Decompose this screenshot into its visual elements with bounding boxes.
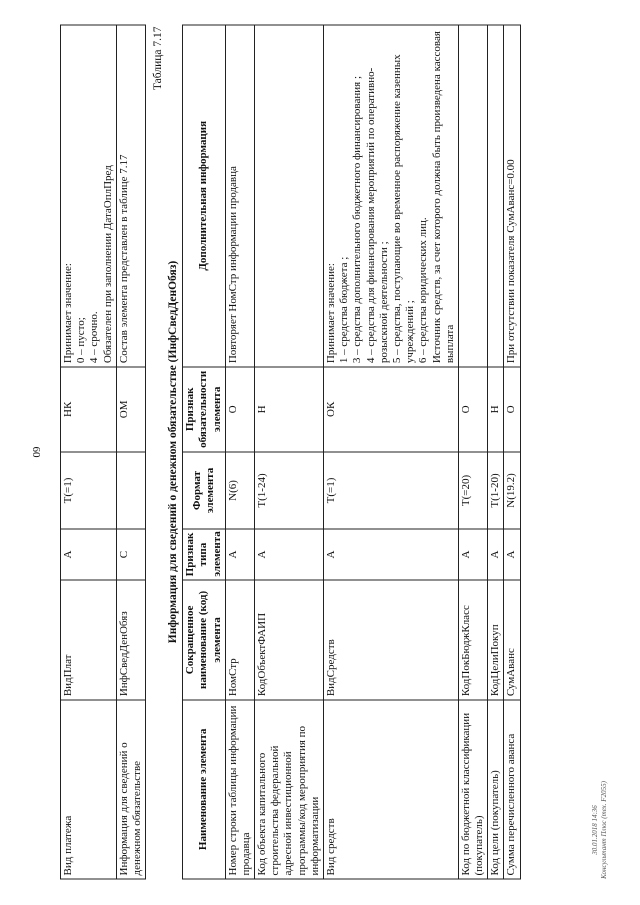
cell-info (116, 25, 145, 367)
cell-info (255, 25, 324, 367)
cell-short: ИнфСведДенОбяз (116, 580, 145, 700)
cell-short: КодОбъектФАИП (255, 580, 324, 700)
table-row (255, 25, 324, 879)
header-name: Наименование элемента (183, 700, 226, 879)
cell-short: НомСтр (225, 580, 254, 700)
cell-short: СумАванс (504, 580, 520, 700)
cell-type: А (488, 529, 504, 580)
cell-required: О (225, 367, 254, 452)
cell-name: Вид платежа (61, 700, 117, 879)
info-line: 4 – срочно. (88, 311, 101, 364)
cell-type: А (324, 529, 459, 580)
header-required: Признак обязательности элемента (183, 367, 226, 452)
info-line: Состав элемента представлен в таблице 7.17 (117, 154, 130, 364)
cell-type: А (255, 529, 324, 580)
cell-name: Информация для сведений о денежном обязательстве (116, 700, 145, 879)
cell-name: Код цели (покупатель) (488, 700, 504, 879)
cell-type: С (116, 529, 145, 580)
cell-required: ОК (324, 367, 459, 452)
cell-required: Н (488, 367, 504, 452)
header-type: Признак типа элемента (183, 529, 226, 580)
cell-info (458, 25, 487, 367)
info-line: Повторяет НомСтр информации продавца (226, 166, 239, 364)
cell-name: Номер строки таблицы информации продавца (225, 700, 254, 879)
table-row (324, 25, 459, 879)
page-number: 60 (30, 446, 42, 458)
cell-format: N(19.2) (504, 452, 520, 529)
cell-name: Код объекта капитального строительства федеральной адресной инвестиционной программы/код мероприятия по информатизации (255, 700, 324, 879)
cell-info (324, 25, 459, 367)
info-line: 4 – средства для финансирования мероприятий по оперативно-розыскной деятельности ; (364, 67, 390, 364)
cell-info (225, 25, 254, 367)
cell-required: О (504, 367, 520, 452)
cell-type: А (225, 529, 254, 580)
info-line: 5 – средства, поступающие во временное распоряжение казенных учреждений ; (390, 54, 417, 364)
cell-type: А (61, 529, 117, 580)
cell-format: Т(=20) (458, 452, 487, 529)
continued-table (60, 25, 146, 880)
info-line: 6 – средства юридических лиц. (417, 217, 430, 364)
cell-format: Т(=1) (324, 452, 459, 529)
info-line: При отсутствии показателя СумАванс=0.00 (505, 159, 518, 364)
table-number: Таблица 7.17 (152, 26, 165, 91)
cell-required: Н (255, 367, 324, 452)
rotated-page-content (60, 25, 580, 880)
cell-info (488, 25, 504, 367)
footer-line: Консультант Плюс (тех. F2055) (600, 781, 608, 879)
cell-format: Т(1-20) (488, 452, 504, 529)
table-row (225, 25, 254, 879)
cell-required: НК (61, 367, 117, 452)
cell-required: ОМ (116, 367, 145, 452)
table-row (458, 25, 487, 879)
cell-short: ВидСредств (324, 580, 459, 700)
info-line: 1 – средства бюджета ; (338, 256, 351, 364)
header-format: Формат элемента (183, 452, 226, 529)
cell-format: N(6) (225, 452, 254, 529)
cell-name: Сумма перечисленного аванса (504, 700, 520, 879)
cell-format (116, 452, 145, 529)
table-row (116, 25, 145, 879)
table-row (504, 25, 520, 879)
table-header-row (183, 25, 226, 879)
cell-info (504, 25, 520, 367)
cell-format: Т(=1) (61, 452, 117, 529)
header-short: Сокращенное наименование (код) элемента (183, 580, 226, 700)
cell-name: Код по бюджетной классификации (покупатель) (458, 700, 487, 879)
cell-format: Т(1-24) (255, 452, 324, 529)
cell-required: О (458, 367, 487, 452)
main-table (182, 25, 521, 880)
cell-short: КодЦелиПокуп (488, 580, 504, 700)
info-line: 3 – средства дополнительного бюджетного финансирования ; (351, 76, 364, 364)
cell-short: ВидПлат (61, 580, 117, 700)
cell-type: А (458, 529, 487, 580)
cell-short: КодПокБюджКласс (458, 580, 487, 700)
table-row (61, 25, 117, 879)
cell-name: Вид средств (324, 700, 459, 879)
footer-stamp (591, 770, 609, 890)
info-line: Обязателен при заполнении ДатаОплПред (101, 165, 114, 364)
table-row (488, 25, 504, 879)
info-line: Принимает значение: (62, 263, 74, 364)
header-info: Дополнительная информация (183, 25, 226, 367)
info-line: Источник средств, за счет которого должна быть произведена кассовая выплата (430, 31, 456, 364)
info-line: 0 – пусто; (75, 317, 88, 364)
table-title: Информация для сведений о денежном обязательстве (ИнфСведДенОбяз) (167, 260, 180, 644)
cell-info (61, 25, 117, 367)
cell-type: А (504, 529, 520, 580)
footer-line: 30.01.2018 14:36 (590, 805, 599, 855)
info-line: Принимает значение: (325, 263, 337, 364)
